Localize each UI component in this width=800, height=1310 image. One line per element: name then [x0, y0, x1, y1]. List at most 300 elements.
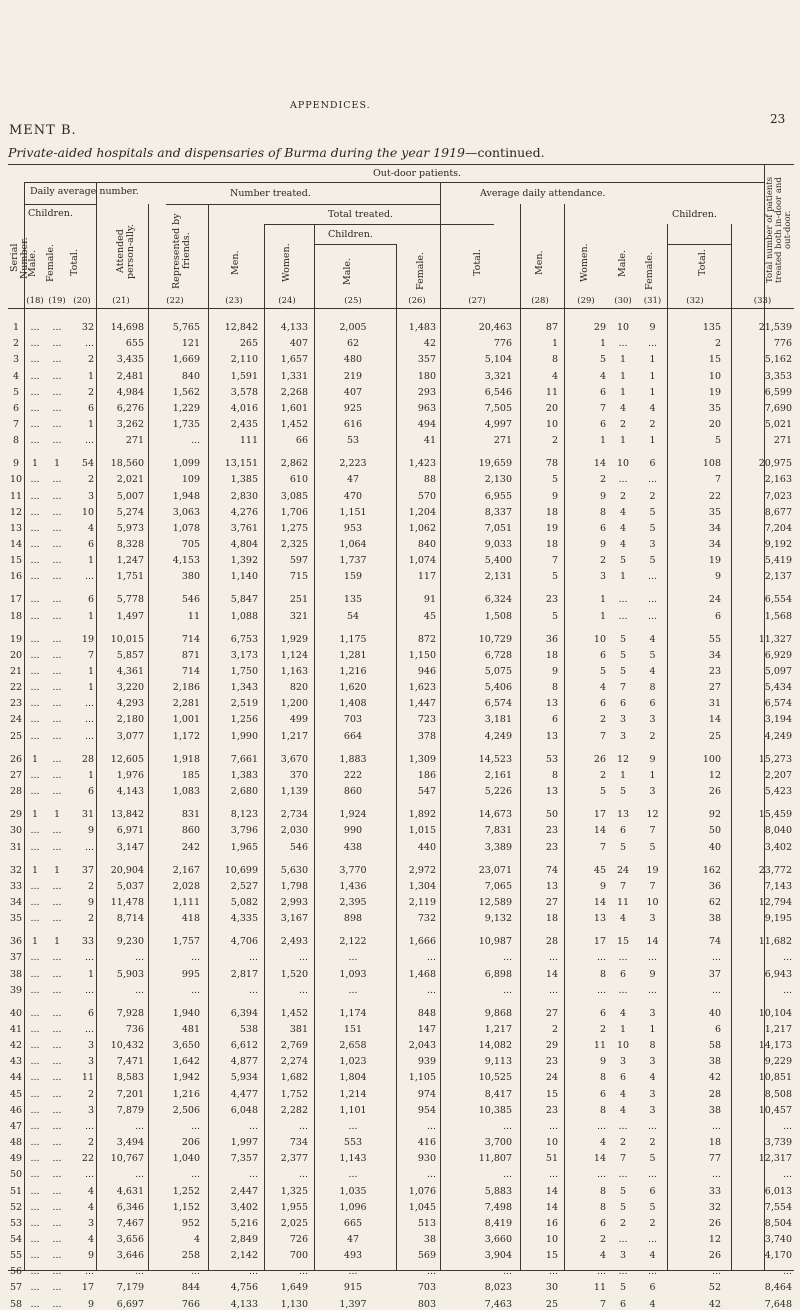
table-cell: 6,013 [764, 1185, 792, 1197]
women-header: Women. [281, 243, 292, 283]
table-cell: 1,216 [172, 1088, 200, 1100]
table-cell: 38 [708, 1104, 721, 1116]
table-cell: 54 [81, 458, 94, 470]
table-cell: 9 [87, 1250, 94, 1262]
table-cell: 3,646 [116, 1250, 144, 1262]
table-cell: 3,194 [764, 714, 792, 726]
table-cell: ... [248, 1266, 258, 1278]
table-cell: 5,419 [764, 555, 792, 567]
table-cell: 4,276 [230, 506, 258, 518]
table-cell: 3,353 [764, 370, 792, 382]
table-cell: ... [30, 474, 40, 486]
vrule-serial [24, 182, 25, 1270]
table-cell: 62 [346, 338, 360, 350]
table-cell: 11 [593, 1040, 606, 1052]
table-cell: 1,408 [339, 698, 367, 710]
table-cell: 37 [81, 864, 94, 876]
table-cell: 14,082 [478, 1040, 512, 1052]
table-cell: 665 [343, 1217, 363, 1229]
table-cell: ... [52, 1217, 62, 1229]
table-cell: 8 [599, 1072, 606, 1084]
table-cell: ... [52, 1282, 62, 1294]
serial-number-cell: 43 [10, 1056, 23, 1068]
vrule-represented [208, 204, 209, 1270]
table-cell: ... [52, 1007, 62, 1019]
table-cell: 2 [649, 418, 656, 430]
table-cell: 3,321 [484, 370, 512, 382]
table-cell: 5,216 [230, 1217, 258, 1229]
table-cell: 6,346 [116, 1201, 144, 1213]
table-cell: 28 [708, 1088, 721, 1100]
table-cell: 4,170 [764, 1250, 792, 1262]
table-cell: 831 [181, 809, 200, 821]
table-cell: 26 [593, 753, 606, 765]
table-cell: 3 [649, 913, 656, 925]
table-cell: 23 [545, 1104, 558, 1116]
table-cell: ... [647, 1266, 658, 1278]
table-cell: ... [596, 952, 606, 964]
serial-number-cell: 49 [10, 1153, 23, 1165]
table-cell: 5 [619, 1201, 627, 1213]
table-cell: ... [52, 952, 62, 964]
table-cell: ... [84, 435, 94, 447]
table-cell: ... [190, 1120, 200, 1132]
table-cell: ... [30, 1040, 40, 1052]
table-cell: ... [30, 682, 40, 694]
col-female-header: Female. [415, 251, 426, 291]
table-cell: ... [647, 610, 658, 622]
table-cell: 1 [31, 753, 39, 765]
column-number: (32) [686, 296, 704, 306]
table-cell: 440 [417, 841, 436, 853]
table-cell: ... [30, 1104, 40, 1116]
serial-number-cell: 35 [10, 913, 23, 925]
table-cell: 34 [708, 538, 721, 550]
table-cell: 6,971 [116, 825, 144, 837]
table-cell: ... [502, 1266, 512, 1278]
table-cell: 705 [181, 538, 200, 550]
table-cell: ... [134, 1266, 144, 1278]
table-cell: 12 [708, 769, 721, 781]
table-cell: 7,463 [484, 1298, 512, 1310]
children-attendance-header: Children. [672, 209, 717, 220]
table-cell: 5,007 [116, 490, 144, 502]
table-cell: ... [647, 571, 658, 583]
table-cell: 180 [417, 370, 436, 382]
table-cell: 715 [289, 571, 308, 583]
serial-number-cell: 22 [10, 682, 23, 694]
table-cell: 776 [493, 338, 512, 350]
table-cell: 547 [417, 786, 436, 797]
total-treated-header: Total treated. [328, 209, 394, 220]
table-cell: 736 [125, 1024, 144, 1035]
table-cell: 52 [708, 1282, 721, 1294]
table-cell: 2 [599, 474, 606, 486]
table-cell: 92 [708, 809, 721, 821]
table-cell: 6 [87, 1007, 94, 1019]
table-cell: 1,151 [339, 506, 367, 518]
table-cell: 5 [551, 571, 558, 583]
table-cell: 4,249 [764, 730, 792, 742]
table-cell: ... [30, 825, 40, 837]
att-men-header: Men. [534, 250, 545, 276]
serial-number-cell: 55 [10, 1250, 23, 1262]
table-cell: 1,520 [280, 968, 308, 980]
table-cell: 5 [619, 633, 627, 645]
table-cell: 14,523 [478, 753, 512, 765]
table-cell: 9,113 [484, 1056, 512, 1068]
table-cell: 14 [593, 825, 606, 837]
female-header: Female. [45, 243, 56, 283]
table-cell: 3 [87, 1040, 94, 1052]
table-cell: 5 [619, 841, 627, 853]
table-cell: ... [647, 1120, 658, 1132]
table-cell: ... [52, 571, 62, 583]
table-cell: 12 [708, 1233, 721, 1245]
column-number: (20) [73, 296, 91, 306]
table-cell: 7,498 [484, 1201, 512, 1213]
table-cell: 3,077 [116, 730, 144, 742]
table-cell: 4 [599, 1250, 606, 1262]
table-cell: 19 [708, 555, 721, 567]
table-cell: 1,601 [280, 402, 308, 414]
table-cell: ... [618, 1120, 628, 1132]
serial-number-cell: 30 [10, 825, 23, 837]
table-title [8, 145, 545, 160]
table-cell: 5,021 [764, 418, 792, 430]
table-cell: ... [348, 1266, 358, 1278]
table-cell: 1,247 [116, 555, 144, 567]
table-cell: ... [52, 1169, 62, 1181]
table-cell: 990 [343, 825, 363, 837]
table-cell: 4,997 [484, 418, 512, 430]
table-cell: 2 [649, 730, 656, 742]
table-cell: ... [52, 913, 62, 925]
table-cell: ... [548, 1266, 558, 1278]
table-cell: 2,122 [339, 936, 367, 948]
table-cell: 1,452 [280, 1007, 308, 1019]
table-cell: ... [548, 984, 558, 996]
table-cell: ... [248, 984, 258, 996]
table-cell: 5,097 [764, 666, 792, 677]
table-cell: 18 [545, 649, 558, 661]
table-cell: ... [30, 1201, 40, 1213]
table-cell: ... [52, 1201, 62, 1213]
table-cell: ... [30, 841, 40, 853]
table-cell: ... [618, 474, 628, 486]
table-cell: 78 [545, 458, 558, 470]
table-cell: 4 [193, 1233, 200, 1245]
rule-header-bottom [8, 308, 794, 309]
table-cell: 3,181 [484, 714, 512, 726]
table-cell: 6,394 [230, 1007, 258, 1019]
table-cell: 2 [649, 1217, 656, 1229]
table-cell: 2 [714, 338, 721, 350]
table-cell: 13 [545, 880, 558, 892]
table-cell: 14 [708, 714, 721, 726]
table-cell: 3,578 [230, 386, 258, 398]
male-header: Male. [27, 249, 38, 277]
table-cell: 2,130 [484, 474, 512, 486]
table-cell: 54 [346, 610, 360, 622]
table-cell: 4 [619, 1104, 627, 1116]
table-cell: 11,327 [758, 633, 792, 645]
table-cell: 3 [87, 1104, 94, 1116]
table-cell: 14,698 [110, 322, 144, 333]
table-cell: 1,163 [280, 666, 308, 677]
table-cell: ... [647, 1233, 658, 1245]
table-cell: 5 [619, 649, 627, 661]
table-cell: 8,677 [764, 506, 792, 518]
table-cell: ... [52, 474, 62, 486]
table-cell: ... [52, 666, 62, 677]
table-cell: 20 [708, 418, 721, 430]
table-cell: ... [548, 1169, 558, 1181]
table-cell: ... [84, 571, 94, 583]
table-cell: 1,343 [230, 682, 258, 694]
table-cell: 11 [187, 610, 200, 622]
table-cell: 6,728 [484, 649, 512, 661]
table-cell: 5 [649, 522, 656, 534]
table-cell: ... [248, 1120, 258, 1132]
table-cell: 6 [599, 386, 606, 398]
table-cell: 121 [181, 338, 200, 350]
table-cell: 50 [545, 809, 558, 821]
table-cell: 1,737 [339, 555, 367, 567]
table-cell: 6 [649, 458, 656, 470]
serial-number-cell: 50 [10, 1169, 23, 1181]
table-cell: 12,794 [758, 896, 792, 908]
table-cell: 3,220 [116, 682, 144, 694]
table-cell: 45 [423, 610, 436, 622]
table-cell: 20,975 [758, 458, 792, 470]
table-cell: 8,023 [484, 1282, 512, 1294]
table-cell: 4,133 [280, 322, 308, 333]
table-cell: 4 [599, 1137, 606, 1148]
table-cell: 5,400 [484, 555, 512, 567]
table-cell: 15 [545, 1250, 558, 1262]
table-cell: 4 [599, 682, 606, 694]
table-cell: 1,101 [339, 1104, 367, 1116]
table-cell: 1,997 [230, 1137, 258, 1148]
table-cell: 1,666 [408, 936, 436, 948]
table-cell: 74 [545, 864, 558, 876]
column-number: (23) [225, 296, 243, 306]
table-cell: 38 [708, 913, 721, 925]
table-cell: 3,173 [230, 649, 258, 661]
table-cell: 33 [81, 936, 94, 948]
table-cell: 9 [714, 571, 721, 583]
table-cell: ... [84, 1120, 94, 1132]
table-cell: 2 [87, 354, 94, 366]
table-cell: ... [30, 913, 40, 925]
table-cell: ... [30, 633, 40, 645]
table-cell: 5 [649, 555, 656, 567]
table-cell: 27 [708, 682, 721, 694]
table-cell: 1,304 [408, 880, 436, 892]
table-cell: 18 [545, 913, 558, 925]
table-cell: 4 [87, 1233, 94, 1245]
table-cell: 4,804 [230, 538, 258, 550]
table-cell: 15,459 [758, 809, 792, 821]
table-cell: ... [52, 370, 62, 382]
column-number: (19) [48, 296, 66, 306]
table-cell: 3,904 [484, 1250, 512, 1262]
table-cell: 5,883 [484, 1185, 512, 1197]
table-cell: 380 [181, 571, 200, 583]
table-cell: 14,673 [478, 809, 512, 821]
table-cell: 10 [545, 1233, 558, 1245]
table-cell: 5,104 [484, 354, 512, 366]
table-cell: 7 [87, 649, 94, 661]
serial-number-cell: 11 [10, 490, 23, 502]
table-cell: 2,281 [172, 698, 200, 710]
table-cell: 66 [295, 435, 308, 447]
table-cell: ... [190, 435, 200, 447]
table-cell: 5,630 [280, 864, 308, 876]
table-cell: 8,417 [484, 1088, 512, 1100]
table-cell: 1,918 [172, 753, 200, 765]
serial-number-cell: 40 [10, 1007, 23, 1019]
table-cell: 1 [619, 386, 627, 398]
table-cell: 1,423 [408, 458, 436, 470]
table-cell: 1,948 [172, 490, 200, 502]
table-cell: 162 [702, 864, 721, 876]
table-cell: 2 [551, 1024, 558, 1035]
table-cell: 6,574 [484, 698, 512, 710]
table-cell: 4 [87, 522, 94, 534]
table-cell: ... [190, 984, 200, 996]
table-cell: ... [52, 1104, 62, 1116]
table-cell: 6,324 [484, 594, 512, 606]
table-cell: 7,879 [116, 1104, 144, 1116]
table-cell: 3,656 [116, 1233, 144, 1245]
table-cell: 15 [545, 1088, 558, 1100]
table-cell: 24 [708, 594, 721, 606]
table-cell: 6,929 [764, 649, 792, 661]
table-cell: 6,612 [230, 1040, 258, 1052]
table-cell: 28 [545, 936, 558, 948]
table-cell: 10,729 [478, 633, 512, 645]
table-cell: 3,739 [764, 1137, 792, 1148]
table-cell: 8 [599, 506, 606, 518]
table-cell: 6,599 [764, 386, 792, 398]
table-cell: 1,990 [230, 730, 258, 742]
table-cell: 494 [417, 418, 436, 430]
table-cell: 9 [551, 666, 558, 677]
table-cell: 7,690 [764, 402, 792, 414]
table-cell: 1,623 [408, 682, 436, 694]
serial-number-cell: 47 [10, 1120, 23, 1132]
table-cell: ... [618, 594, 628, 606]
table-cell: 2,435 [230, 418, 258, 430]
men-header: Men. [230, 250, 241, 276]
table-cell: 4,756 [230, 1282, 258, 1294]
serial-number-cell: 19 [10, 633, 23, 645]
table-cell: 9 [87, 1298, 94, 1310]
table-cell: 2,142 [230, 1250, 258, 1262]
table-cell: 10 [646, 896, 659, 908]
serial-number-cell: 15 [10, 555, 23, 567]
table-cell: 860 [181, 825, 200, 837]
table-cell: 37 [708, 968, 721, 980]
table-cell: ... [502, 984, 512, 996]
table-cell: 3 [649, 538, 656, 550]
table-cell: ... [30, 1137, 40, 1148]
table-cell: 14 [646, 936, 659, 948]
table-cell: 1 [31, 809, 39, 821]
table-cell: 26 [708, 786, 721, 797]
table-cell: 6 [599, 1088, 606, 1100]
table-cell: 12,842 [224, 322, 258, 333]
rule-children [314, 244, 396, 245]
table-cell: 38 [423, 1233, 436, 1245]
table-cell: 135 [702, 322, 721, 333]
page-number: 23 [770, 112, 786, 126]
table-cell: ... [52, 682, 62, 694]
table-cell: 9 [649, 753, 656, 765]
table-cell: 8 [649, 1040, 656, 1052]
serial-number-cell: 42 [10, 1040, 23, 1052]
table-cell: ... [30, 1088, 40, 1100]
table-cell: 4 [649, 1072, 656, 1084]
children-treated-header: Children. [328, 229, 373, 240]
table-cell: 21,539 [758, 322, 792, 333]
table-cell: 5 [619, 1185, 627, 1197]
table-cell: 40 [708, 1007, 721, 1019]
table-cell: ... [647, 594, 658, 606]
table-cell: 7 [649, 825, 656, 837]
serial-number-cell: 41 [10, 1024, 23, 1035]
table-cell: 10,987 [478, 936, 512, 948]
table-cell: ... [134, 1169, 144, 1181]
table-cell: 8 [599, 1104, 606, 1116]
table-cell: 1,152 [172, 1201, 200, 1213]
serial-number-cell: 56 [10, 1266, 23, 1278]
table-cell: 3,770 [339, 864, 367, 876]
table-cell: 6,574 [764, 698, 792, 710]
vrule-men [264, 224, 265, 1270]
daily-average-header: Daily average number. [30, 186, 139, 197]
table-cell: 6,697 [116, 1298, 144, 1310]
table-cell: ... [52, 1056, 62, 1068]
table-cell: 1,143 [339, 1153, 367, 1165]
table-cell: 1 [619, 571, 627, 583]
table-cell: 3 [619, 730, 627, 742]
table-cell: 1,976 [116, 769, 144, 781]
table-cell: 9,192 [764, 538, 792, 550]
table-cell: 24 [616, 864, 630, 876]
table-cell: 1,468 [408, 968, 436, 980]
table-cell: 1,130 [280, 1298, 308, 1310]
table-cell: 4,293 [116, 698, 144, 710]
table-cell: 14 [545, 1201, 558, 1213]
table-cell: 5 [649, 506, 656, 518]
table-cell: 481 [181, 1024, 200, 1035]
table-cell: 5,162 [764, 354, 792, 366]
table-cell: 1 [599, 338, 606, 350]
table-cell: 6,753 [230, 633, 258, 645]
table-cell: ... [52, 968, 62, 980]
table-cell: 1 [87, 370, 94, 382]
table-cell: ... [52, 506, 62, 518]
total-header: Total. [69, 249, 80, 277]
table-cell: 41 [423, 435, 436, 447]
vrule-female [396, 244, 397, 1270]
table-cell: 5 [649, 649, 656, 661]
statistics-table [8, 164, 794, 1310]
table-cell: 4 [619, 538, 627, 550]
